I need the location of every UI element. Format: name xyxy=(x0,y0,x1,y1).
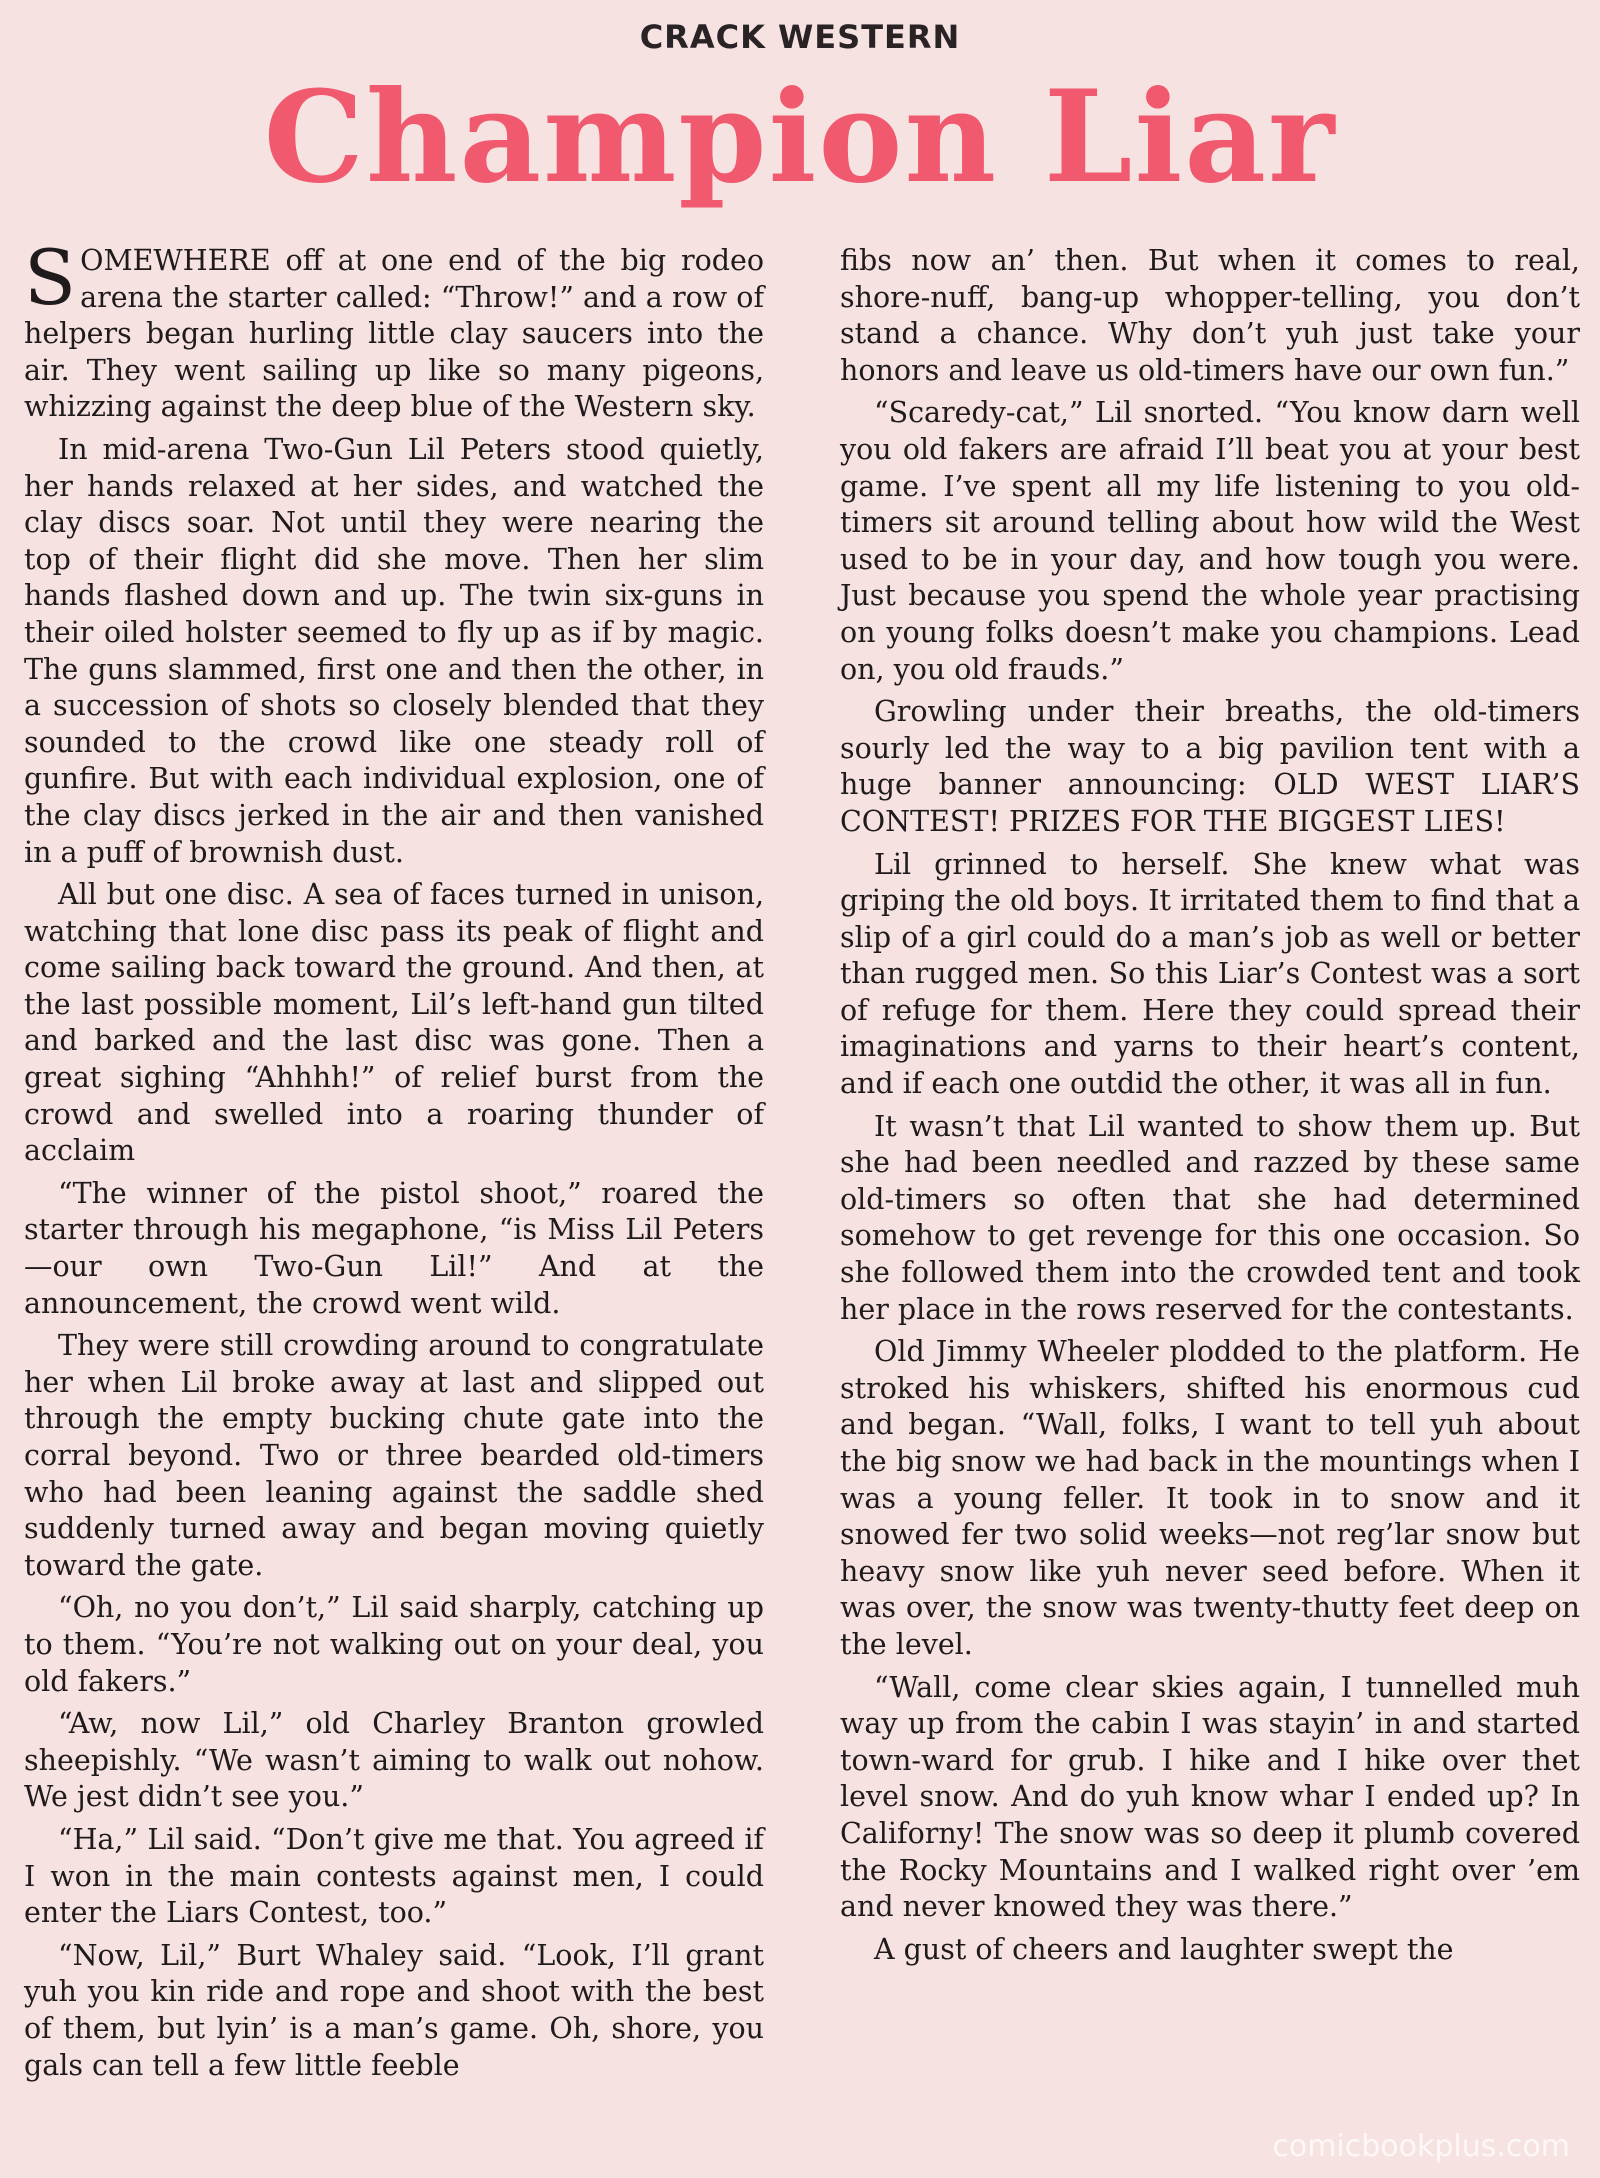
publication-name: CRACK WESTERN xyxy=(639,18,961,56)
paragraph: All but one disc. A sea of faces turned in unison, watching that lone disc pass its peak of flight and come sailing back toward the ground. And then, at the last possible moment, Lil’s left-hand gun tilted and barked and the last disc was gone. Then a great sighing “Ahhhh!” of relief burst from the crowd and swelled into a roaring thunder of acclaim xyxy=(24,878,764,1168)
drop-cap: S xyxy=(24,233,77,322)
paragraph: “Ha,” Lil said. “Don’t give me that. You agreed if I won in the main contests against men, I could enter the Liars Contest, too.” xyxy=(24,1822,764,1930)
paragraph: “Aw, now Lil,” old Charley Branton growled sheepishly. “We wasn’t aiming to walk out nohow. We jest didn’t see you.” xyxy=(24,1707,764,1814)
paragraph: “Scaredy-cat,” Lil snorted. “You know darn well you old fakers are afraid I’ll beat you at your best game. I’ve spent all my life listening to you old-timers sit around telling about how wild the West used to be in your day, and how tough you were. Just because you spend the whole year practising on young folks doesn’t make you champions. Lead on, you old frauds.” xyxy=(840,396,1580,686)
paragraph: A gust of cheers and laughter swept the xyxy=(874,1932,1454,1966)
watermark: comicbookplus.com xyxy=(1272,2129,1570,2164)
paragraph: It wasn’t that Lil wanted to show them up. But she had been needled and razzed by these same old-timers so often that she had determined somehow to get revenge for this one occasion. So she followed them into the crowded tent and took her place in the rows reserved for the contestants. xyxy=(840,1109,1580,1326)
paragraph: They were still crowding around to congratulate her when Lil broke away at last and slipped out through the empty bucking chute gate into the corral beyond. Two or three bearded old-timers who had been leaning against the saddle shed suddenly turned away and began moving quietly toward the gate. xyxy=(24,1329,764,1582)
left-column xyxy=(24,233,764,2090)
paragraph: Old Jimmy Wheeler plodded to the platform. He stroked his whiskers, shifted his enormous cud and began. “Wall, folks, I want to tell yuh about the big snow we had back in the mountings when I was a young feller. It took in to snow and it snowed fer two solid weeks—not reg’lar snow but heavy snow like yuh never seed before. When it was over, the snow was twenty-thutty feet deep on the level. xyxy=(840,1335,1580,1661)
paragraph: “Now, Lil,” Burt Whaley said. “Look, I’ll grant yuh you kin ride and rope and shoot with the best of them, but lyin’ is a man’s game. Oh, shore, you gals can tell a few little feeble xyxy=(24,1938,764,2082)
paragraph: “The winner of the pistol shoot,” roared the starter through his megaphone, “is Miss Lil Peters—our own Two-Gun Lil!” And at the announcement, the crowd went wild. xyxy=(24,1176,764,1320)
right-column xyxy=(840,243,1580,1974)
paragraph: Lil grinned to herself. She knew what was griping the old boys. It irritated them to find that a slip of a girl could do a man’s job as well or better than rugged men. So this Liar’s Contest was a sort of refuge for them. Here they could spread their imaginations and yarns to their heart’s content, and if each one outdid the other, it was all in fun. xyxy=(840,847,1580,1101)
paragraph: “Wall, come clear skies again, I tunnelled muh way up from the cabin I was stayin’ in and started town-ward for grub. I hike and I hike over thet level snow. And do yuh know whar I ended up? In Californy! The snow was so deep it plumb covered the Rocky Mountains and I walked right over ’em and never knowed they was there.” xyxy=(840,1670,1580,1924)
paragraph: In mid-arena Two-Gun Lil Peters stood quietly, her hands relaxed at her sides, and watched the clay discs soar. Not until they were nearing the top of their flight did she move. Then her slim hands flashed down and up. The twin six-guns in their oiled holster seemed to fly up as if by magic. The guns slammed, first one and then the other, in a succession of shots so closely blended that they sounded to the crowd like one steady roll of gunfire. But with each individual explosion, one of the clay discs jerked in the air and then vanished in a puff of brownish dust. xyxy=(24,432,764,869)
story-title: Champion Liar xyxy=(263,63,1337,211)
paragraph xyxy=(24,233,764,426)
paragraph: Growling under their breaths, the old-timers sourly led the way to a big pavilion tent with a huge banner announcing: OLD WEST LIAR’S CONTEST! PRIZES FOR THE BIGGEST LIES! xyxy=(840,695,1580,838)
paragraph: fibs now an’ then. But when it comes to real, shore-nuff, bang-up whopper-telling, you don’t stand a chance. Why don’t yuh just take your honors and leave us old-timers have our own fun.” xyxy=(840,244,1580,387)
paragraph: “Oh, no you don’t,” Lil said sharply, catching up to them. “You’re not walking out on your deal, you old fakers.” xyxy=(24,1591,764,1698)
paragraph-text: OMEWHERE off at one end of the big rodeo arena the starter called: “Throw!” and a row of helpers began hurling little clay saucers into the air. They went sailing up like so many pigeons, whizzing against the deep blue of the Western sky. xyxy=(24,244,764,424)
